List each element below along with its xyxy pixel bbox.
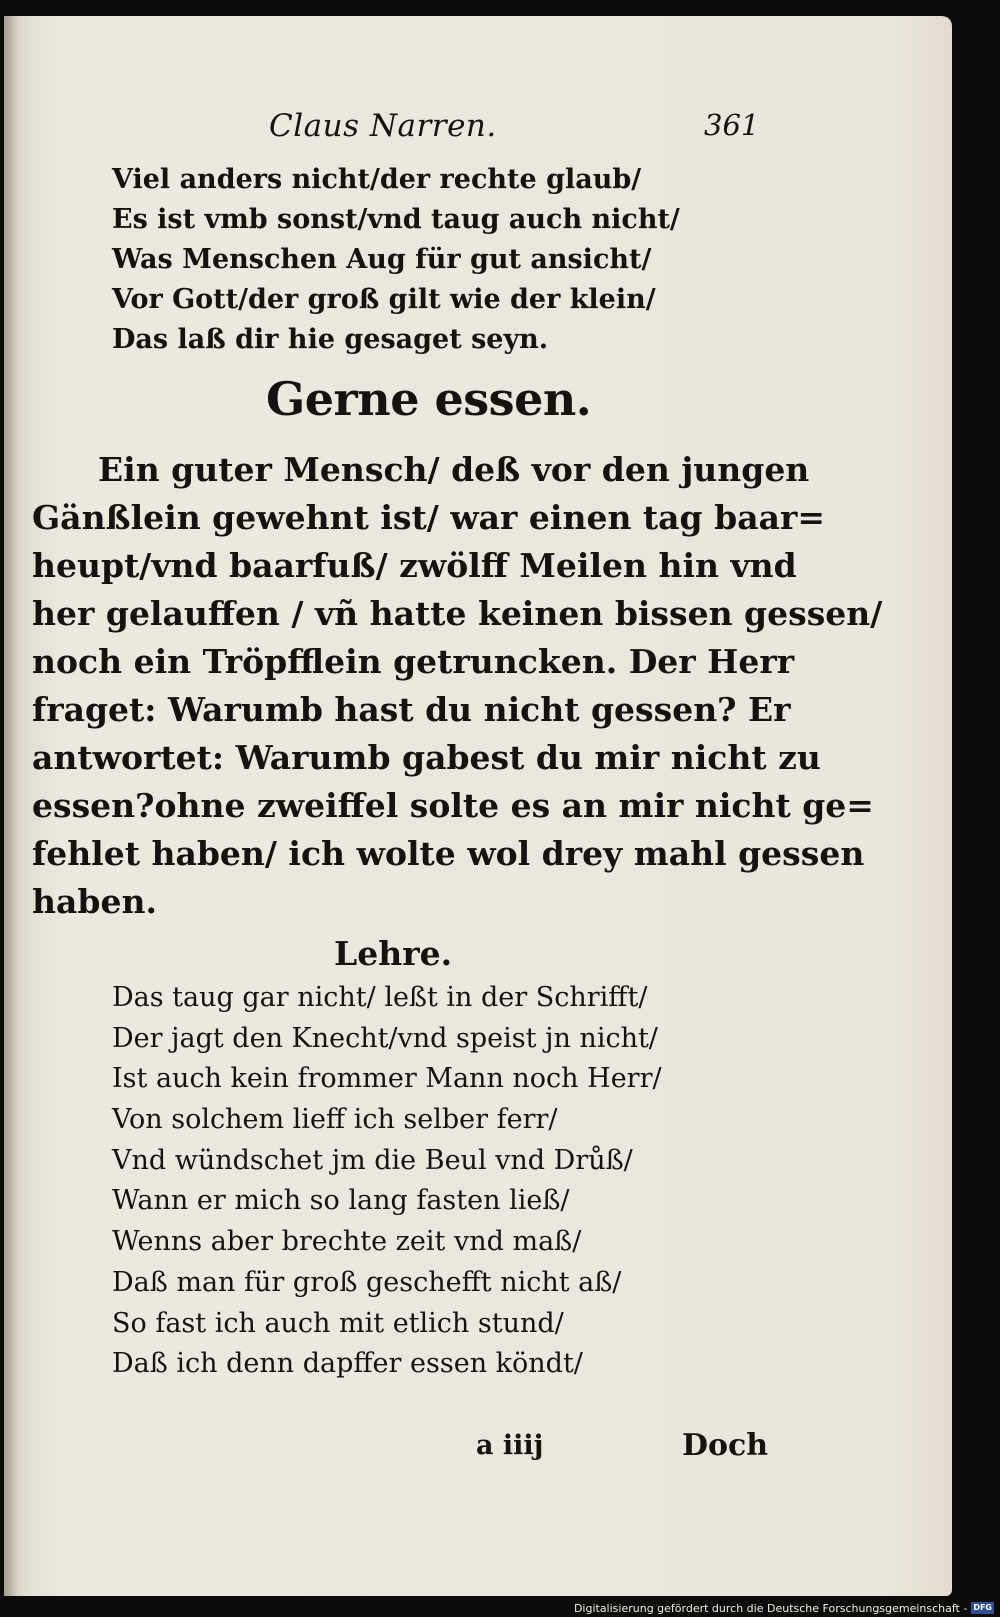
verse-line: Daß ich denn dapffer essen köndt/ [112, 1348, 583, 1380]
verse-line: So fast ich auch mit etlich stund/ [112, 1307, 564, 1339]
prose-line: fehlet haben/ ich wolte wol drey mahl gessen [32, 834, 865, 873]
book-page [4, 16, 952, 1596]
lehre-heading: Lehre. [334, 934, 453, 973]
verse-line: Von solchem lieff ich selber ferr/ [112, 1104, 558, 1136]
prose-line: Ein guter Mensch/ deß vor den jungen [98, 450, 810, 489]
signature-mark: a iiij [476, 1430, 544, 1461]
verse-line: Vor Gott/der groß gilt wie der klein/ [112, 284, 656, 315]
footer-credit-text: Digitalisierung gefördert durch die Deutsche Forschungsgemeinschaft - [573, 1601, 968, 1615]
prose-line: fraget: Warumb hast du nicht gessen? Er [32, 690, 791, 729]
prose-line: her gelauffen / vñ hatte keinen bissen gessen/ [32, 594, 883, 633]
page-number: 361 [704, 108, 760, 142]
verse-top [112, 160, 680, 360]
running-title: Claus Narren. [269, 108, 497, 144]
catchword: Doch [682, 1428, 769, 1463]
digitization-footer [574, 1601, 994, 1615]
verse-line: Es ist vmb sonst/vnd taug auch nicht/ [112, 204, 680, 235]
verse-line: Vnd wündschet jm die Beul vnd Drůß/ [112, 1144, 633, 1176]
verse-line: Was Menschen Aug für gut ansicht/ [112, 244, 652, 275]
verse-line: Das taug gar nicht/ leßt in der Schrifft/ [112, 982, 648, 1013]
prose-line: antwortet: Warumb gabest du mir nicht zu [32, 738, 821, 777]
section-heading: Gerne essen. [266, 372, 592, 426]
prose-line: Gänßlein gewehnt ist/ war einen tag baar= [32, 498, 825, 537]
prose-line: heupt/vnd baarfuß/ zwölff Meilen hin vnd [32, 546, 797, 585]
verse-line: Ist auch kein frommer Mann noch Herr/ [112, 1063, 662, 1095]
page-gutter-shadow [4, 16, 18, 1596]
verse-bottom [112, 978, 662, 1385]
dfg-logo-icon: DFG [973, 1603, 992, 1612]
verse-line: Wenns aber brechte zeit vnd maß/ [112, 1226, 582, 1258]
prose-line: essen?ohne zweiffel solte es an mir nicht ge= [32, 786, 874, 825]
verse-line: Das laß dir hie gesaget seyn. [112, 324, 549, 355]
verse-line: Daß man für groß geschefft nicht aß/ [112, 1266, 622, 1298]
prose-line: noch ein Tröpfflein getruncken. Der Herr [32, 642, 795, 681]
verse-line: Viel anders nicht/der rechte glaub/ [112, 164, 642, 195]
prose-line: haben. [32, 882, 157, 921]
prose-paragraph [32, 446, 883, 926]
verse-line: Der jagt den Knecht/vnd speist jn nicht/ [112, 1022, 658, 1054]
verse-line: Wann er mich so lang fasten ließ/ [112, 1185, 570, 1217]
